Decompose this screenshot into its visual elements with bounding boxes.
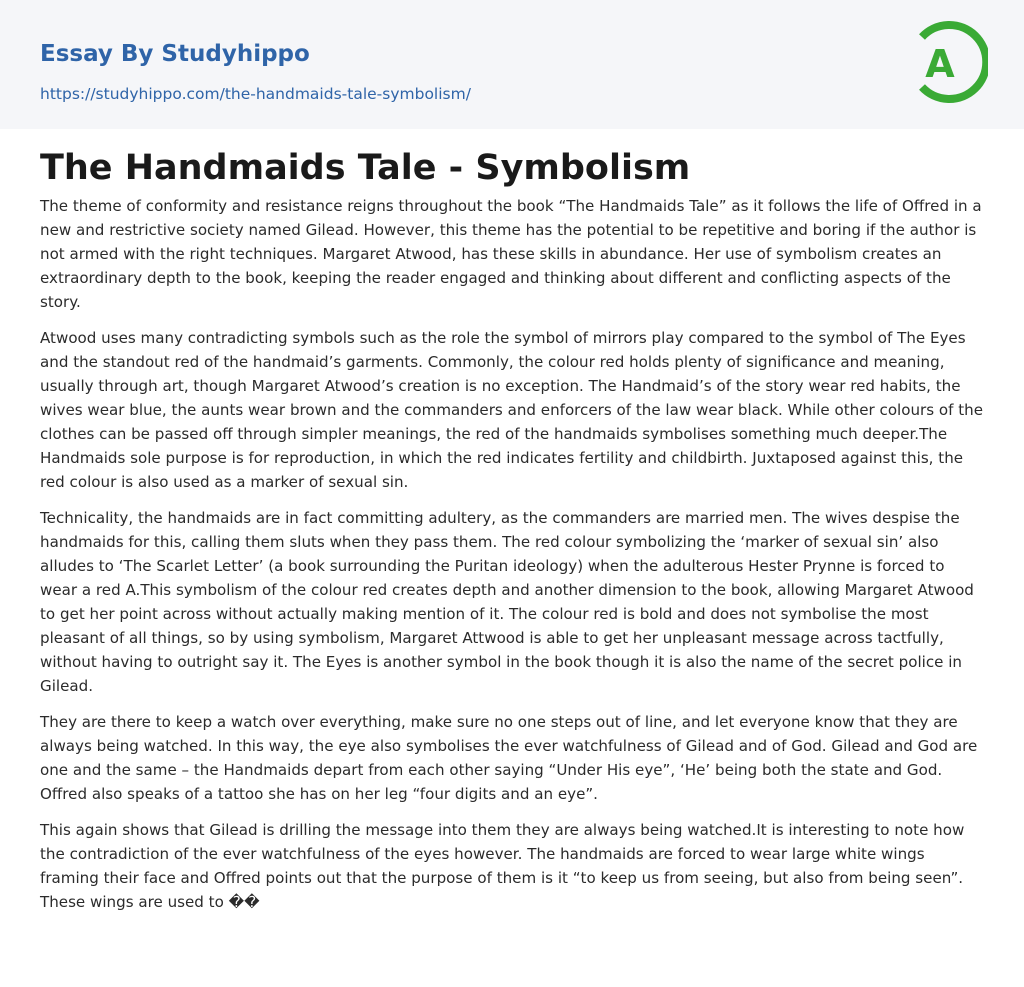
brand-title[interactable]: Essay By Studyhippo [40, 41, 310, 67]
essay-paragraph: They are there to keep a watch over everything, make sure no one steps out of line, and let everyone know that they are always being watched. In this way, the eye also symbolises the ever watchfulness of Gilead and of God. Gilead and God are one and the same – the Handmaids depart from each other saying “Under His eye”, ‘He’ being both the state and God. Offred also speaks of a tattoo she has on her leg “four digits and an eye”. [40, 713, 978, 803]
essay-paragraph: This again shows that Gilead is drilling the message into them they are always being watched.It is interesting to note how the contradiction of the ever watchfulness of the eyes however. The handmaids are forced to wear large white wings framing their face and Offred points out that the purpose of them is it “to keep us from seeing, but also from being seen”. These wings are used to �� [40, 821, 965, 911]
essay-title: The Handmaids Tale - Symbolism [40, 148, 691, 188]
studyhippo-logo-icon[interactable] [908, 17, 988, 107]
essay-paragraph: Technicality, the handmaids are in fact committing adultery, as the commanders are married men. The wives despise the handmaids for this, calling them sluts when they pass them. The red colour symbolizing the ‘marker of sexual sin’ also alludes to ‘The Scarlet Letter’ (a book surrounding the Puritan ideology) when the adulterous Hester Prynne is forced to wear a red A.This symbolism of the colour red creates depth and another dimension to the book, allowing Margaret Atwood to get her point across without actually making mention of it. The colour red is bold and does not symbolise the most pleasant of all things, so by using symbolism, Margaret Attwood is able to get her unpleasant message across tactfully, without having to outright say it. The Eyes is another symbol in the book though it is also the name of the secret police in Gilead. [40, 509, 974, 695]
essay-paragraph: Atwood uses many contradicting symbols such as the role the symbol of mirrors play compared to the symbol of The Eyes and the standout red of the handmaid’s garments. Commonly, the colour red holds plenty of significance and meaning, usually through art, though Margaret Atwood’s creation is no exception. The Handmaid’s of the story wear red habits, the wives wear blue, the aunts wear brown and the commanders and enforcers of the law wear black. While other colours of the clothes can be passed off through simpler meanings, the red of the handmaids symbolises something much deeper.The Handmaids sole purpose is for reproduction, in which the red indicates fertility and childbirth. Juxtaposed against this, the red colour is also used as a marker of sexual sin. [40, 329, 984, 491]
essay-paragraph: The theme of conformity and resistance reigns throughout the book “The Handmaids Tale” as it follows the life of Offred in a new and restrictive society named Gilead. However, this theme has the potential to be repetitive and boring if the author is not armed with the right techniques. Margaret Atwood, has these skills in abundance. Her use of symbolism creates an extraordinary depth to the book, keeping the reader engaged and thinking about different and conflicting aspects of the story. [40, 197, 982, 311]
essay-body [40, 194, 986, 926]
source-url-link[interactable]: https://studyhippo.com/the-handmaids-tale-symbolism/ [40, 85, 471, 103]
logo-letter: A [925, 42, 955, 86]
